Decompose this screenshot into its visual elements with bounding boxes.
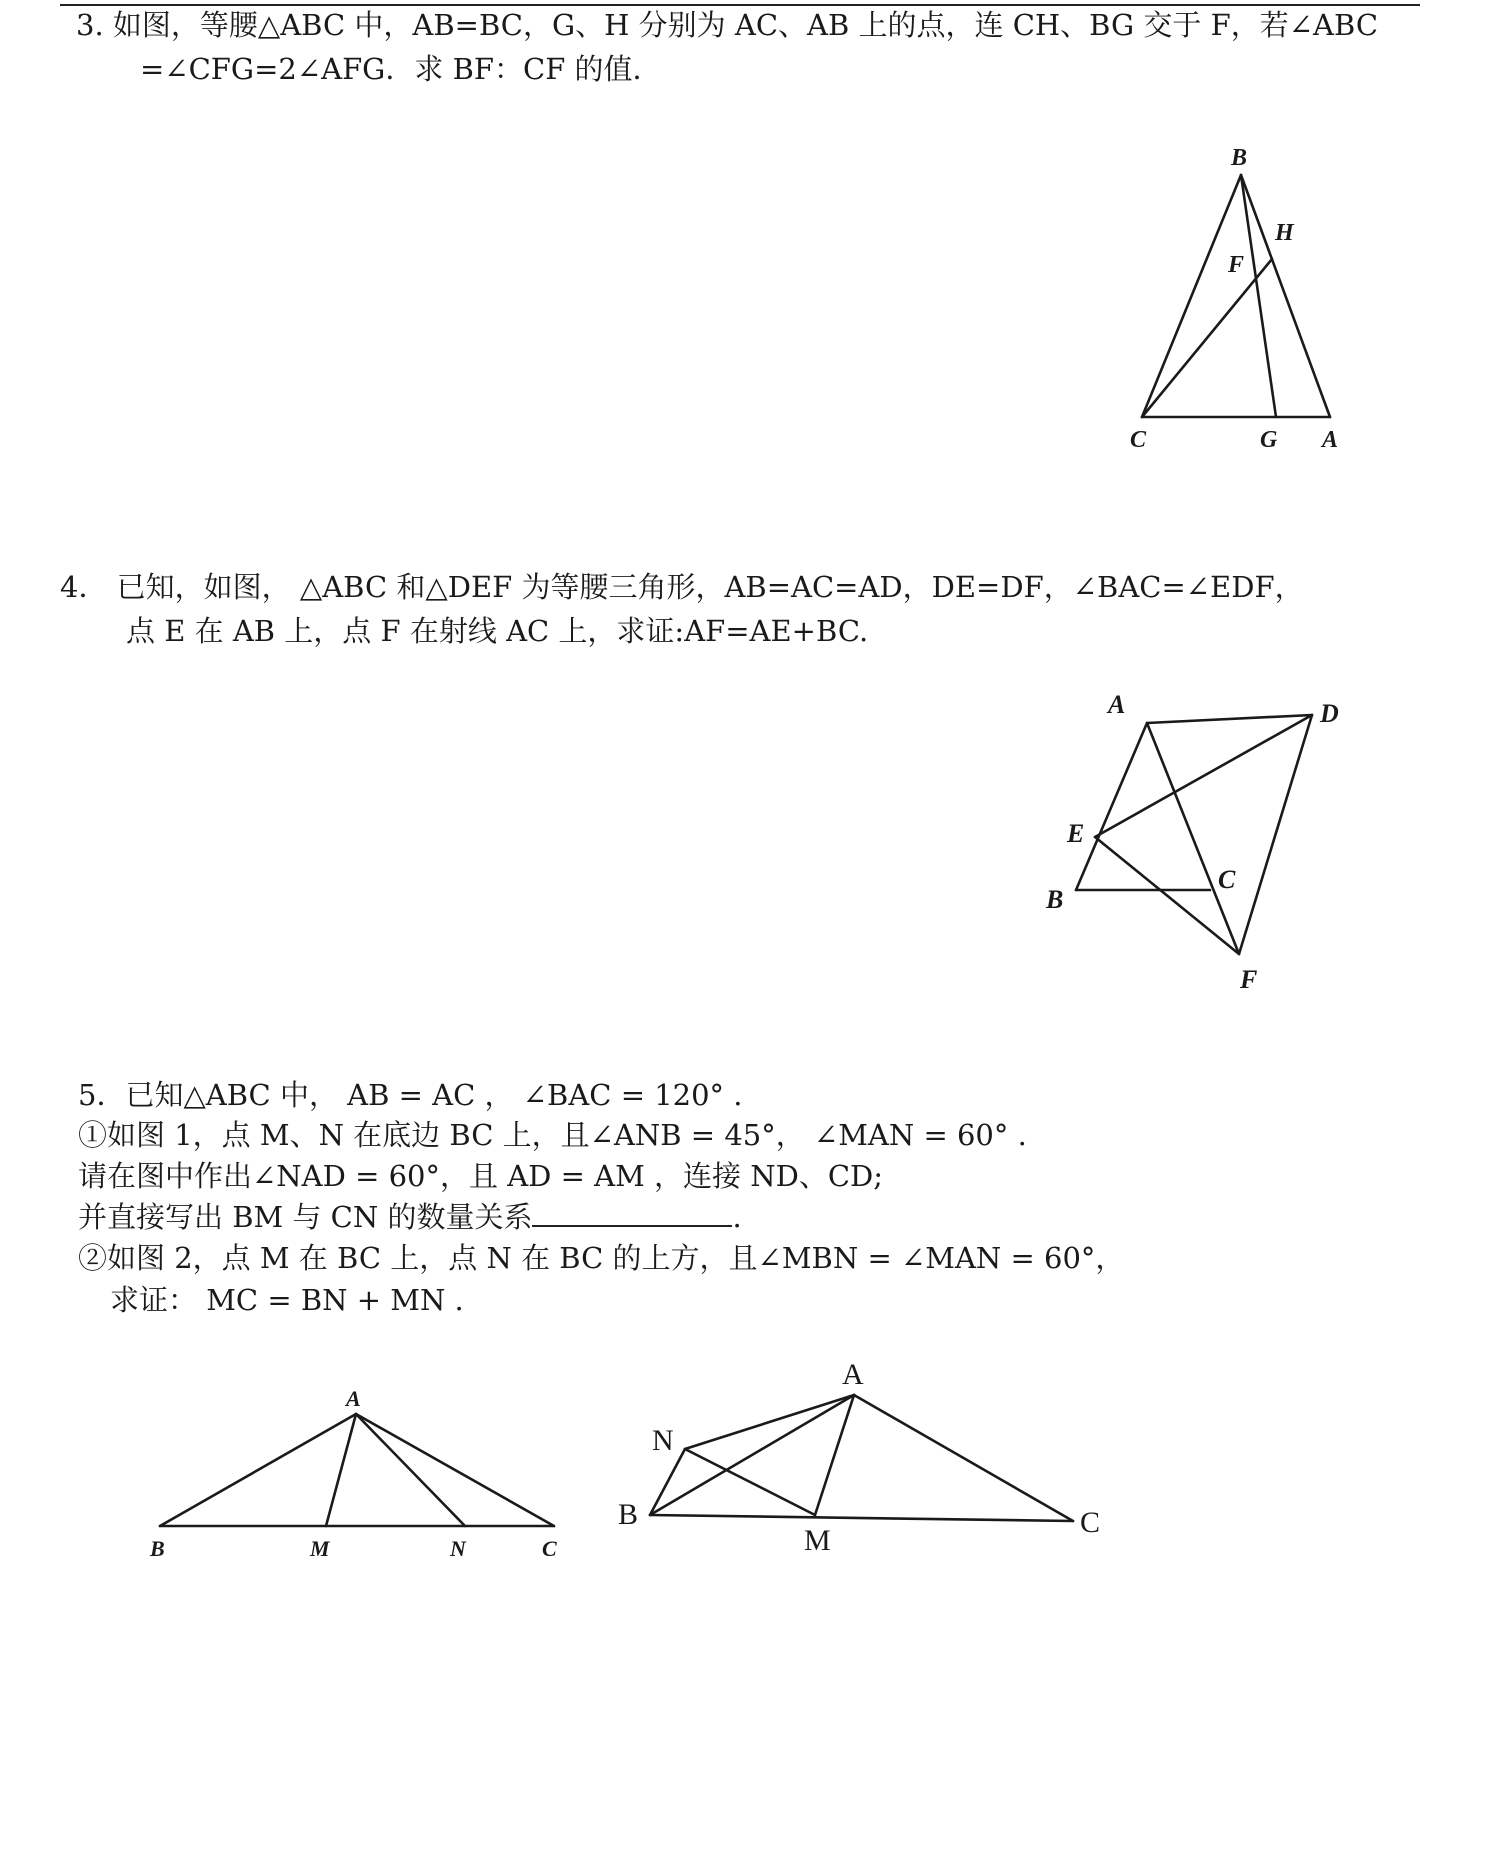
q5f2-label-N: N [652,1424,674,1457]
q3-label-C: C [1130,427,1147,453]
q4-text-line1: 4． 已知，如图， △ABC 和△DEF 为等腰三角形，AB=AC=AD，DE=DF，∠BAC=∠EDF， [60,570,1304,604]
q5f1-segment-AM [326,1414,356,1526]
q5-figure-2 [610,1350,1110,1560]
q5f1-label-M: M [310,1536,330,1561]
q5f1-segment-AN [356,1414,465,1526]
q4-edge-AD [1147,715,1312,723]
q3-text-line2: =∠CFG=2∠AFG．求 BF：CF 的值． [140,52,662,86]
q4-label-A: A [1108,690,1126,719]
q3-segment-BG [1241,175,1276,417]
q3-label-B: B [1231,145,1248,171]
q4-edge-AB [1076,723,1147,890]
q3-label-F: F [1228,252,1245,278]
q3-text-line1: 3. 如图，等腰△ABC 中，AB=BC，G、H 分别为 AC、AB 上的点，连 CH、BG 交于 F，若∠ABC [76,8,1379,42]
q3-label-G: G [1260,427,1278,453]
q5f1-label-A: A [346,1386,361,1411]
q4-label-B: B [1046,885,1064,914]
q5f2-label-M: M [804,1524,831,1557]
q5-text-line4-lead: 并直接写出 BM 与 CN 的数量关系 [78,1200,533,1234]
q5-text-line3: 请在图中作出∠NAD = 60°，且 AD = AM ，连接 ND、CD; [78,1159,884,1193]
q3-segment-CH [1142,259,1272,417]
q5f1-label-B: B [150,1536,165,1561]
q5f2-segment-NA [685,1395,854,1449]
q5-text-line5: ②如图 2，点 M 在 BC 上，点 N 在 BC 的上方，且∠MBN = ∠MAN = 60°， [78,1241,1125,1275]
q4-segment-AF [1147,723,1239,954]
q3-label-A: A [1322,427,1339,453]
q4-label-D: D [1320,699,1339,728]
q5f2-label-B: B [618,1498,639,1531]
q5-text-line4 [78,1196,742,1238]
q5f1-edge-AC [356,1414,554,1526]
q4-label-C: C [1218,865,1236,894]
q3-figure [1100,130,1400,460]
q5-text-line1: 5．已知△ABC 中， AB = AC ， ∠BAC = 120° . [78,1078,743,1112]
q5f2-edge-BC [650,1515,1073,1521]
q5-figure-1 [150,1380,570,1560]
q4-label-F: F [1240,965,1258,994]
q5f1-edge-AB [160,1414,356,1526]
q5f2-label-A: A [842,1358,864,1391]
q5f1-label-N: N [450,1536,466,1561]
answer-blank[interactable] [532,1197,732,1227]
q3-edge-BC [1142,175,1241,417]
q4-figure [1040,690,1370,1010]
q5f2-label-C: C [1080,1506,1101,1539]
q5-text-line6: 求证： MC = BN + MN . [110,1283,464,1317]
q5-text-line2: ①如图 1，点 M、N 在底边 BC 上，且∠ANB = 45°， ∠MAN = 60° . [78,1118,1027,1152]
q4-edge-EF [1095,837,1239,954]
q3-label-H: H [1275,220,1294,246]
q5f1-label-C: C [542,1536,557,1561]
q3-edge-BA [1241,175,1330,417]
q5-text-line4-end: . [732,1200,742,1234]
q4-text-line2: 点 E 在 AB 上，点 F 在射线 AC 上，求证:AF=AE+BC. [126,614,869,648]
q5f2-edge-AC [854,1395,1073,1521]
q4-label-E: E [1067,819,1085,848]
